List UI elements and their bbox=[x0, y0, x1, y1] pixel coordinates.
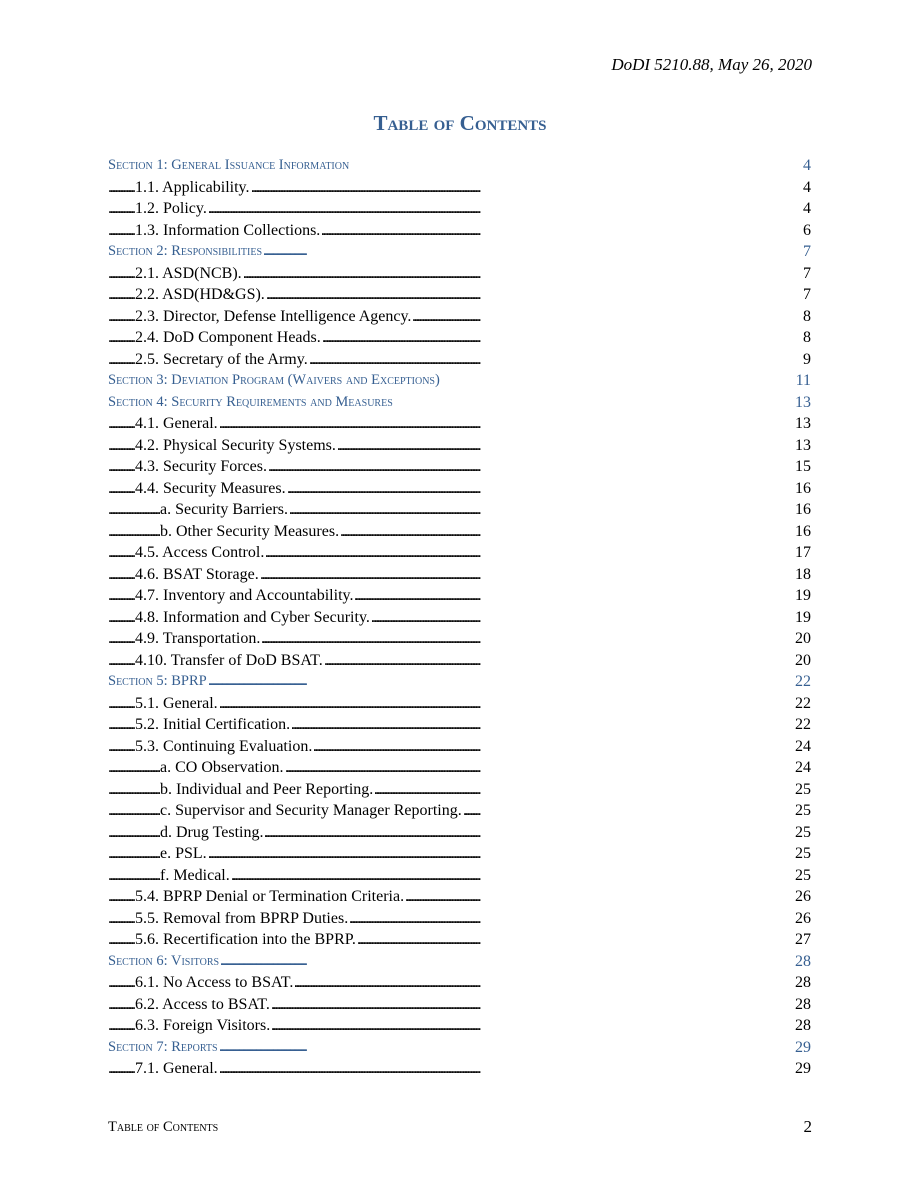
toc-entry-label: 4.4. Security Measures. bbox=[135, 479, 286, 497]
toc-entry-link[interactable] bbox=[108, 972, 811, 994]
toc-entry-page: 26 bbox=[792, 886, 811, 908]
toc-entry-page: 18 bbox=[792, 564, 811, 586]
toc-entry-page: 15 bbox=[792, 456, 811, 478]
footer-section-label: Table of Contents bbox=[108, 1119, 219, 1135]
toc-entry-link[interactable] bbox=[108, 585, 811, 607]
toc-entry-label: 5.2. Initial Certification. bbox=[135, 716, 291, 733]
toc-entry-link[interactable] bbox=[108, 198, 811, 220]
toc-entry-link[interactable] bbox=[108, 220, 811, 242]
document-reference: DoDI 5210.88, May 26, 2020 bbox=[611, 55, 812, 74]
toc-entry-label: f. Medical. bbox=[160, 866, 230, 884]
toc-entry-page: 7 bbox=[800, 284, 811, 306]
toc-entry-link[interactable] bbox=[108, 800, 811, 822]
table-of-contents bbox=[108, 155, 811, 1080]
toc-entry-label: 4.8. Information and Cyber Security. bbox=[135, 608, 370, 626]
toc-entry-label: Section 1: General Issuance Information bbox=[108, 157, 350, 173]
toc-entry-label: 1.3. Information Collections. bbox=[135, 221, 321, 239]
toc-entry-link[interactable] bbox=[108, 177, 811, 199]
toc-entry-label: 5.1. General. bbox=[135, 694, 218, 712]
toc-entry-label: 7.1. General. bbox=[135, 1060, 218, 1077]
toc-entry-label: a. CO Observation. bbox=[160, 759, 284, 776]
toc-entry-link[interactable] bbox=[108, 521, 811, 543]
toc-entry-page: 4 bbox=[800, 177, 811, 199]
toc-entry-label: Section 2: Responsibilities bbox=[108, 243, 263, 259]
toc-entry-label: 2.5. Secretary of the Army. bbox=[135, 350, 308, 368]
page-title: Table of Contents bbox=[373, 111, 547, 135]
toc-entry-page: 19 bbox=[792, 585, 811, 607]
toc-section-link[interactable] bbox=[108, 241, 811, 263]
toc-entry-label: c. Supervisor and Security Manager Reporting. bbox=[160, 802, 462, 819]
toc-entry-link[interactable] bbox=[108, 994, 811, 1016]
toc-entry-page: 25 bbox=[792, 800, 811, 822]
toc-entry-link[interactable] bbox=[108, 413, 811, 435]
toc-entry-page: 16 bbox=[792, 478, 811, 500]
toc-entry-page: 13 bbox=[792, 413, 811, 435]
toc-entry-label: Section 4: Security Requirements and Measures bbox=[108, 393, 393, 410]
toc-entry-page: 17 bbox=[792, 542, 811, 564]
toc-entry-link[interactable] bbox=[108, 456, 811, 478]
toc-entry-link[interactable] bbox=[108, 349, 811, 371]
toc-entry-page: 22 bbox=[792, 671, 811, 693]
toc-entry-page: 22 bbox=[792, 714, 811, 736]
toc-entry-label: 1.1. Applicability. bbox=[135, 178, 250, 196]
toc-entry-label: Section 5: BPRP bbox=[108, 673, 207, 689]
toc-entry-page: 19 bbox=[792, 607, 811, 629]
toc-entry-page: 13 bbox=[792, 435, 811, 457]
toc-entry-link[interactable] bbox=[108, 542, 811, 564]
toc-entry-page: 28 bbox=[792, 1015, 811, 1037]
toc-entry-label: 2.1. ASD(NCB). bbox=[135, 264, 242, 282]
toc-entry-page: 26 bbox=[792, 908, 811, 930]
toc-entry-label: a. Security Barriers. bbox=[160, 501, 288, 518]
toc-entry-link[interactable] bbox=[108, 714, 811, 736]
toc-entry-page: 22 bbox=[792, 693, 811, 715]
toc-entry-page: 6 bbox=[800, 220, 811, 242]
toc-section-link[interactable] bbox=[108, 671, 811, 693]
toc-entry-label: 2.4. DoD Component Heads. bbox=[135, 329, 321, 346]
toc-entry-label: 4.6. BSAT Storage. bbox=[135, 565, 259, 583]
toc-entry-page: 25 bbox=[792, 822, 811, 844]
toc-entry-label: 4.5. Access Control. bbox=[135, 544, 265, 561]
toc-entry-link[interactable] bbox=[108, 693, 811, 715]
toc-entry-page: 4 bbox=[800, 198, 811, 220]
toc-entry-link[interactable] bbox=[108, 263, 811, 285]
toc-section-link[interactable] bbox=[108, 370, 811, 392]
toc-section-link[interactable] bbox=[108, 392, 811, 414]
toc-entry-link[interactable] bbox=[108, 478, 811, 500]
toc-entry-page: 20 bbox=[792, 628, 811, 650]
toc-entry-link[interactable] bbox=[108, 650, 811, 672]
toc-entry-label: Section 6: Visitors bbox=[108, 952, 220, 969]
toc-entry-link[interactable] bbox=[108, 327, 811, 349]
toc-entry-link[interactable] bbox=[108, 564, 811, 586]
toc-entry-page: 20 bbox=[792, 650, 811, 672]
toc-entry-link[interactable] bbox=[108, 1015, 811, 1037]
toc-entry-link[interactable] bbox=[108, 757, 811, 779]
toc-entry-label: 2.2. ASD(HD&GS). bbox=[135, 286, 265, 303]
toc-section-link[interactable] bbox=[108, 951, 811, 973]
toc-entry-link[interactable] bbox=[108, 607, 811, 629]
toc-entry-label: 4.9. Transportation. bbox=[135, 630, 261, 647]
footer-page-number: 2 bbox=[803, 1117, 812, 1136]
toc-entry-label: 6.1. No Access to BSAT. bbox=[135, 974, 294, 991]
toc-entry-label: b. Individual and Peer Reporting. bbox=[160, 780, 374, 798]
toc-entry-link[interactable] bbox=[108, 779, 811, 801]
toc-entry-label: 2.3. Director, Defense Intelligence Agency. bbox=[135, 307, 412, 325]
toc-entry-label: d. Drug Testing. bbox=[160, 823, 264, 841]
toc-entry-page: 28 bbox=[792, 994, 811, 1016]
toc-section-link[interactable] bbox=[108, 155, 811, 177]
toc-entry-label: 4.2. Physical Security Systems. bbox=[135, 436, 336, 454]
toc-entry-label: 5.3. Continuing Evaluation. bbox=[135, 737, 313, 755]
toc-entry-page: 24 bbox=[792, 736, 811, 758]
toc-entry-page: 11 bbox=[793, 370, 811, 392]
toc-entry-page: 7 bbox=[800, 263, 811, 285]
toc-entry-link[interactable] bbox=[108, 499, 811, 521]
toc-entry-link[interactable] bbox=[108, 306, 811, 328]
toc-entry-label: 4.1. General. bbox=[135, 415, 218, 432]
toc-entry-link[interactable] bbox=[108, 886, 811, 908]
toc-entry-label: 5.5. Removal from BPRP Duties. bbox=[135, 909, 349, 927]
toc-entry-page: 9 bbox=[800, 349, 811, 371]
toc-entry-page: 7 bbox=[800, 241, 811, 263]
toc-entry-label: 4.7. Inventory and Accountability. bbox=[135, 587, 354, 604]
toc-entry-page: 25 bbox=[792, 865, 811, 887]
toc-entry-label: 6.3. Foreign Visitors. bbox=[135, 1017, 271, 1034]
toc-entry-label: 5.4. BPRP Denial or Termination Criteria. bbox=[135, 888, 405, 905]
toc-entry-link[interactable] bbox=[108, 843, 811, 865]
toc-entry-label: 6.2. Access to BSAT. bbox=[135, 995, 270, 1013]
toc-entry-page: 28 bbox=[792, 951, 811, 973]
toc-entry-page: 29 bbox=[792, 1058, 811, 1080]
toc-entry-link[interactable] bbox=[108, 435, 811, 457]
toc-entry-page: 25 bbox=[792, 779, 811, 801]
toc-entry-page: 25 bbox=[792, 843, 811, 865]
toc-entry-label: 4.3. Security Forces. bbox=[135, 458, 267, 475]
toc-entry-label: Section 7: Reports bbox=[108, 1038, 218, 1055]
toc-entry-label: 4.10. Transfer of DoD BSAT. bbox=[135, 651, 323, 669]
toc-entry-label: e. PSL. bbox=[160, 845, 207, 862]
toc-entry-page: 28 bbox=[792, 972, 811, 994]
toc-entry-link[interactable] bbox=[108, 822, 811, 844]
toc-entry-page: 29 bbox=[792, 1037, 811, 1059]
toc-entry-label: 1.2. Policy. bbox=[135, 200, 207, 217]
toc-entry-page: 24 bbox=[792, 757, 811, 779]
toc-entry-label: 5.6. Recertification into the BPRP. bbox=[135, 931, 356, 948]
toc-entry-page: 16 bbox=[792, 521, 811, 543]
toc-entry-link[interactable] bbox=[108, 736, 811, 758]
toc-entry-link[interactable] bbox=[108, 929, 811, 951]
toc-entry-page: 16 bbox=[792, 499, 811, 521]
toc-entry-link[interactable] bbox=[108, 1058, 811, 1080]
toc-section-link[interactable] bbox=[108, 1037, 811, 1059]
toc-entry-page: 4 bbox=[800, 155, 811, 177]
toc-entry-page: 8 bbox=[800, 306, 811, 328]
toc-entry-label: b. Other Security Measures. bbox=[160, 522, 340, 540]
toc-entry-link[interactable] bbox=[108, 908, 811, 930]
toc-entry-page: 8 bbox=[800, 327, 811, 349]
toc-entry-link[interactable] bbox=[108, 628, 811, 650]
toc-entry-link[interactable] bbox=[108, 284, 811, 306]
toc-entry-page: 27 bbox=[792, 929, 811, 951]
toc-entry-label: Section 3: Deviation Program (Waivers and Exceptions) bbox=[108, 372, 440, 388]
toc-entry-page: 13 bbox=[792, 392, 811, 414]
toc-entry-link[interactable] bbox=[108, 865, 811, 887]
